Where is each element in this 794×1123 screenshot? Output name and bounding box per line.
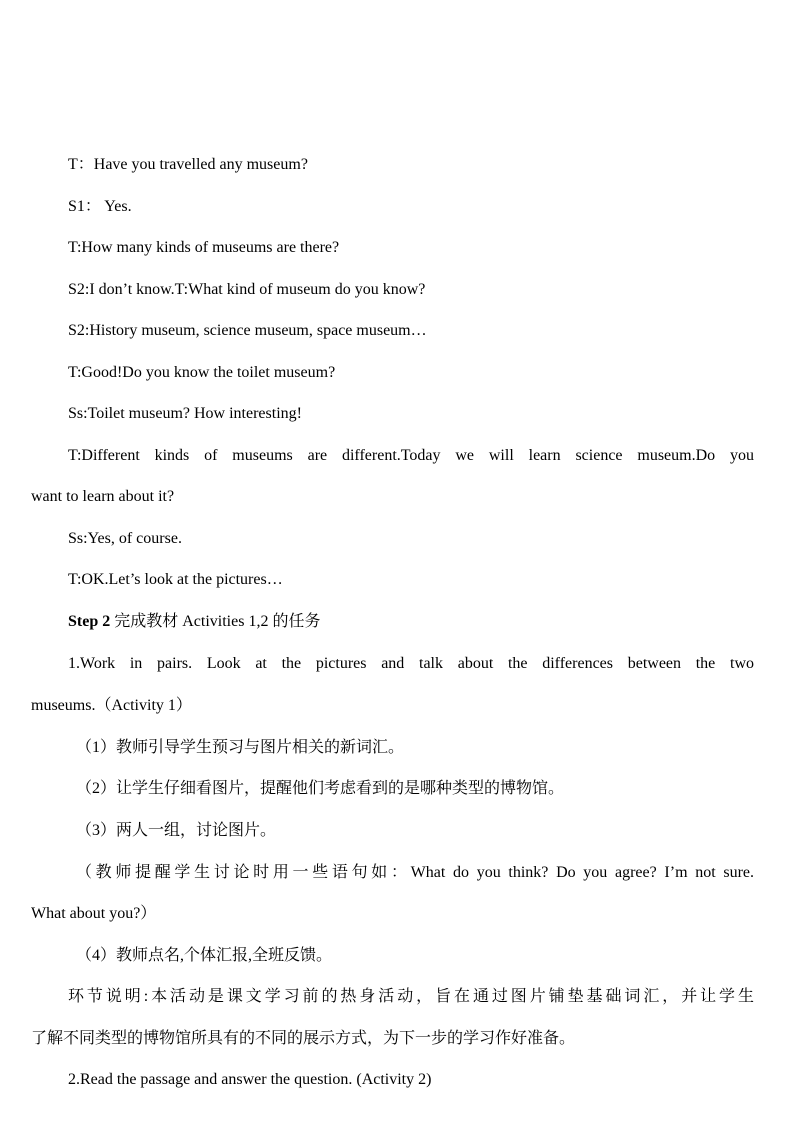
activity1-instruction-cont: museums.（Activity 1） bbox=[31, 697, 192, 714]
step2-title: 完成教材 Activities 1,2 的任务 bbox=[110, 613, 321, 630]
step2-heading bbox=[68, 612, 320, 632]
activity1-note: （教师提醒学生讨论时用一些语句如：What do you think? Do you agree? I’m not sure. bbox=[76, 864, 754, 881]
step2-label: Step 2 bbox=[68, 613, 111, 630]
dialogue-line-1: T：Have you travelled any museum? bbox=[68, 156, 308, 173]
activity1-item-4: （4）教师点名,个体汇报,全班反馈。 bbox=[76, 947, 333, 964]
activity1-instruction: 1.Work in pairs. Look at the pictures and talk about the differences between the two bbox=[68, 655, 754, 672]
activity2-instruction: 2.Read the passage and answer the question. (Activity 2) bbox=[68, 1071, 432, 1088]
activity1-explanation-cont: 了解不同类型的博物馆所具有的不同的展示方式，为下一步的学习作好准备。 bbox=[31, 1030, 576, 1047]
activity1-explanation: 环节说明:本活动是课文学习前的热身活动，旨在通过图片铺垫基础词汇，并让学生 bbox=[68, 988, 754, 1005]
dialogue-line-10: T:OK.Let’s look at the pictures… bbox=[68, 571, 283, 588]
activity1-item-2: （2）让学生仔细看图片，提醒他们考虑看到的是哪种类型的博物馆。 bbox=[76, 780, 565, 797]
dialogue-line-4: S2:I don’t know.T:What kind of museum do you know? bbox=[68, 281, 426, 298]
activity1-note-cont: What about you?） bbox=[31, 905, 157, 922]
dialogue-line-6: T:Good!Do you know the toilet museum? bbox=[68, 364, 336, 381]
dialogue-line-2: S1： Yes. bbox=[68, 198, 132, 215]
dialogue-line-8: T:Different kinds of museums are different.Today we will learn science museum.Do you bbox=[68, 447, 754, 464]
dialogue-line-3: T:How many kinds of museums are there? bbox=[68, 239, 340, 256]
dialogue-line-9: Ss:Yes, of course. bbox=[68, 530, 182, 547]
dialogue-line-8-cont: want to learn about it? bbox=[31, 488, 175, 505]
dialogue-line-5: S2:History museum, science museum, space museum… bbox=[68, 322, 427, 339]
activity1-item-3: （3）两人一组，讨论图片。 bbox=[76, 822, 277, 839]
dialogue-line-7: Ss:Toilet museum? How interesting! bbox=[68, 405, 302, 422]
activity1-item-1: （1）教师引导学生预习与图片相关的新词汇。 bbox=[76, 739, 405, 756]
